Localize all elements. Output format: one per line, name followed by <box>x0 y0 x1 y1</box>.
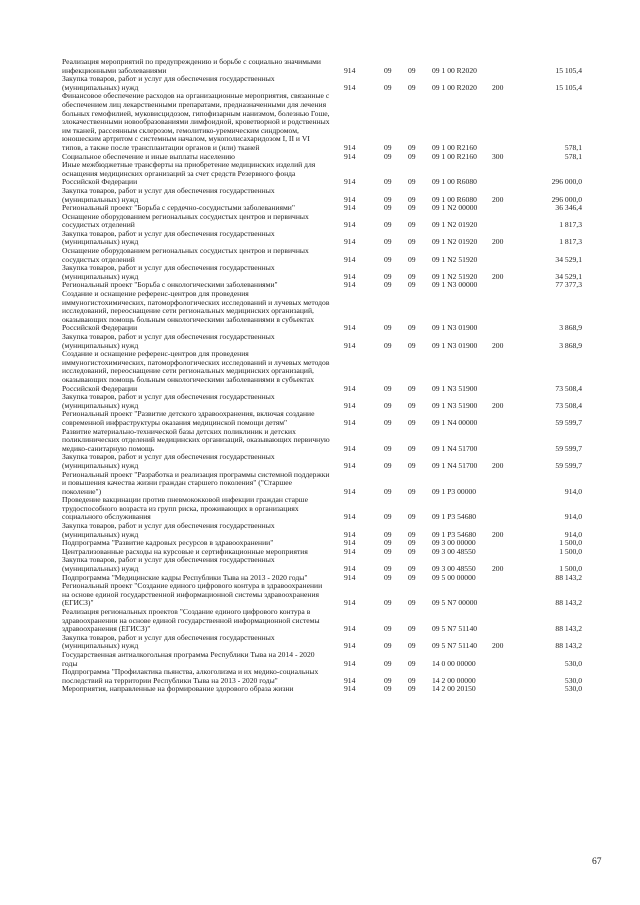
row-name: Региональный проект "Разработка и реализация программы системной поддержки и повышения качества жизни граждан старшего поколения" ("Старшее поколение") <box>62 469 330 496</box>
target-article-code: 09 1 N4 51700 <box>432 443 478 453</box>
target-article-code: 09 1 N3 51900 <box>432 383 478 393</box>
grbs-code: 914 <box>344 512 356 522</box>
grbs-code: 914 <box>344 400 356 410</box>
grbs-code: 914 <box>344 641 356 651</box>
table-row <box>62 350 582 393</box>
table-row <box>62 264 582 281</box>
grbs-code: 914 <box>344 546 356 556</box>
row-name: Финансовое обеспечение расходов на организационные мероприятия, связанные с обеспечением лиц лекарственными препаратами, предназначенными для лечения больных гемофилией, муковисцидозом, гипофизарным нанизмом, болезнью Гоше, злокачественными новообразованиями лимфоидной, кроветворной и родственных им тканей, рассеянным склерозом, гемолитико-уремическим синдромом, юношеским артритом с системным началом, мукополисахаридозом I, II и VI типов, а также после трансплантации органов и (или) тканей <box>62 91 330 152</box>
target-article-code: 09 3 00 00000 <box>432 538 476 548</box>
section-code: 09 <box>384 658 392 668</box>
table-row <box>62 608 582 634</box>
grbs-code: 914 <box>344 65 356 75</box>
target-article-code: 09 1 00 R6080 <box>432 194 477 204</box>
table-row <box>62 393 582 410</box>
section-code: 09 <box>384 443 392 453</box>
subsection-code: 09 <box>408 271 416 281</box>
section-code: 09 <box>384 237 392 247</box>
target-article-code: 09 1 00 R6080 <box>432 177 477 187</box>
target-article-code: 09 3 00 48550 <box>432 546 476 556</box>
row-name: Закупка товаров, работ и услуг для обеспечения государственных (муниципальных) нужд <box>62 452 275 470</box>
table-row <box>62 522 582 539</box>
section-code: 09 <box>384 546 392 556</box>
subsection-code: 09 <box>408 177 416 187</box>
row-name: Мероприятия, направленные на формирование здорового образа жизни <box>62 684 294 694</box>
amount: 59 599,7 <box>555 417 582 427</box>
section-code: 09 <box>384 486 392 496</box>
amount: 15 105,4 <box>555 82 582 92</box>
target-article-code: 09 5 00 00000 <box>432 572 476 582</box>
section-code: 09 <box>384 82 392 92</box>
target-article-code: 09 1 N3 00000 <box>432 280 478 290</box>
row-name: Проведение вакцинации против пневмококковой инфекции граждан старше трудоспособного возраста из групп риска, проживающих в организациях социального обслуживания <box>62 495 308 522</box>
grbs-code: 914 <box>344 675 356 685</box>
subsection-code: 09 <box>408 564 416 574</box>
subsection-code: 09 <box>408 658 416 668</box>
row-name: Оснащение оборудованием региональных сосудистых центров и первичных сосудистых отделений <box>62 211 309 230</box>
amount: 34 529,1 <box>555 271 582 281</box>
amount: 88 143,2 <box>555 641 582 651</box>
section-code: 09 <box>384 529 392 539</box>
section-code: 09 <box>384 151 392 161</box>
section-code: 09 <box>384 675 392 685</box>
section-code: 09 <box>384 340 392 350</box>
row-name: Закупка товаров, работ и услуг для обеспечения государственных (муниципальных) нужд <box>62 332 275 350</box>
section-code: 09 <box>384 383 392 393</box>
expense-type-code: 200 <box>492 460 504 470</box>
grbs-code: 914 <box>344 194 356 204</box>
amount: 1 817,3 <box>559 237 582 247</box>
target-article-code: 09 1 N4 51700 <box>432 460 478 470</box>
section-code: 09 <box>384 65 392 75</box>
section-code: 09 <box>384 684 392 694</box>
expense-type-code: 200 <box>492 529 504 539</box>
expense-type-code: 200 <box>492 82 504 92</box>
subsection-code: 09 <box>408 572 416 582</box>
table-row <box>62 230 582 247</box>
table-row <box>62 453 582 470</box>
expense-type-code: 200 <box>492 194 504 204</box>
section-code: 09 <box>384 177 392 187</box>
table-row <box>62 471 582 497</box>
row-name: Создание и оснащение референс-центров для проведения иммуногистохимических, патоморфологических исследований и лучевых методов исследований, переоснащение сети региональных медицинских организаций, оказывающих помощь больным онкологическими заболеваниями в субъектах Российской Федерации <box>62 289 330 333</box>
row-name: Развитие материально-технической базы детских поликлиник и детских поликлинических отделений медицинских организаций, оказывающих первичную медико-санитарную помощь <box>62 426 330 453</box>
row-name: Социальное обеспечение и иные выплаты населению <box>62 151 235 161</box>
amount: 296 000,0 <box>551 177 582 187</box>
row-name: Закупка товаров, работ и услуг для обеспечения государственных (муниципальных) нужд <box>62 392 275 410</box>
amount: 578,1 <box>564 151 582 161</box>
amount: 77 377,3 <box>555 280 582 290</box>
section-code: 09 <box>384 254 392 264</box>
subsection-code: 09 <box>408 529 416 539</box>
target-article-code: 09 3 00 48550 <box>432 564 476 574</box>
amount: 88 143,2 <box>555 572 582 582</box>
expense-type-code: 200 <box>492 340 504 350</box>
section-code: 09 <box>384 280 392 290</box>
amount: 59 599,7 <box>555 443 582 453</box>
section-code: 09 <box>384 564 392 574</box>
subsection-code: 09 <box>408 675 416 685</box>
amount: 296 000,0 <box>551 194 582 204</box>
row-name: Закупка товаров, работ и услуг для обеспечения государственных (муниципальных) нужд <box>62 74 275 92</box>
amount: 1 500,0 <box>559 538 582 548</box>
target-article-code: 09 1 00 R2160 <box>432 151 477 161</box>
target-article-code: 09 1 P3 00000 <box>432 486 477 496</box>
row-name: Региональный проект "Борьба с сердечно-сосудистыми заболеваниями" <box>62 203 295 213</box>
section-code: 09 <box>384 220 392 230</box>
section-code: 09 <box>384 460 392 470</box>
expense-type-code: 200 <box>492 237 504 247</box>
section-code: 09 <box>384 538 392 548</box>
section-code: 09 <box>384 203 392 213</box>
target-article-code: 09 1 00 R2020 <box>432 65 477 75</box>
target-article-code: 09 1 00 R2020 <box>432 82 477 92</box>
table-row <box>62 428 582 454</box>
amount: 15 105,4 <box>555 65 582 75</box>
table-row <box>62 556 582 573</box>
amount: 578,1 <box>564 142 582 152</box>
subsection-code: 09 <box>408 460 416 470</box>
row-name: Создание и оснащение референс-центров для проведения иммуногистохимических, патоморфологических исследований и лучевых методов исследований, переоснащение сети региональных медицинских организаций, оказывающих помощь больным онкологическими заболеваниями в субъектах Российской Федерации <box>62 349 330 393</box>
grbs-code: 914 <box>344 280 356 290</box>
section-code: 09 <box>384 624 392 634</box>
row-name: Закупка товаров, работ и услуг для обеспечения государственных (муниципальных) нужд <box>62 228 275 247</box>
section-code: 09 <box>384 641 392 651</box>
target-article-code: 09 1 N2 01920 <box>432 237 478 247</box>
grbs-code: 914 <box>344 417 356 427</box>
target-article-code: 09 5 N7 51140 <box>432 624 478 634</box>
subsection-code: 09 <box>408 486 416 496</box>
grbs-code: 914 <box>344 271 356 281</box>
grbs-code: 914 <box>344 82 356 92</box>
subsection-code: 09 <box>408 340 416 350</box>
grbs-code: 914 <box>344 598 356 608</box>
target-article-code: 09 1 N2 01920 <box>432 220 478 230</box>
subsection-code: 09 <box>408 598 416 608</box>
table-row <box>62 58 582 75</box>
amount: 530,0 <box>564 684 582 694</box>
table-row <box>62 496 582 522</box>
target-article-code: 14 2 00 20150 <box>432 684 476 694</box>
amount: 1 500,0 <box>559 546 582 556</box>
table-row <box>62 410 582 427</box>
grbs-code: 914 <box>344 254 356 264</box>
table-row <box>62 685 582 694</box>
grbs-code: 914 <box>344 151 356 161</box>
target-article-code: 09 1 N2 00000 <box>432 203 478 213</box>
row-name: Региональный проект "Борьба с онкологическими заболеваниями" <box>62 280 278 290</box>
grbs-code: 914 <box>344 340 356 350</box>
amount: 59 599,7 <box>555 460 582 470</box>
amount: 73 508,4 <box>555 400 582 410</box>
target-article-code: 14 0 00 00000 <box>432 658 476 668</box>
section-code: 09 <box>384 194 392 204</box>
subsection-code: 09 <box>408 65 416 75</box>
target-article-code: 09 1 N2 51920 <box>432 254 478 264</box>
amount: 3 868,9 <box>559 323 582 333</box>
table-row <box>62 161 582 187</box>
amount: 914,0 <box>564 529 582 539</box>
row-name: Подпрограмма "Профилактика пьянства, алкоголизма и их медико-социальных последствий на территории Республики Тыва на 2013 - 2020 годы" <box>62 667 319 685</box>
expense-type-code: 200 <box>492 564 504 574</box>
row-name: Закупка товаров, работ и услуг для обеспечения государственных (муниципальных) нужд <box>62 555 275 574</box>
grbs-code: 914 <box>344 460 356 470</box>
amount: 36 346,4 <box>555 203 582 213</box>
subsection-code: 09 <box>408 512 416 522</box>
table-row <box>62 187 582 204</box>
subsection-code: 09 <box>408 142 416 152</box>
amount: 1 817,3 <box>559 220 582 230</box>
target-article-code: 09 1 N3 51900 <box>432 400 478 410</box>
amount: 3 868,9 <box>559 340 582 350</box>
target-article-code: 09 5 N7 51140 <box>432 641 478 651</box>
subsection-code: 09 <box>408 546 416 556</box>
row-name: Реализация региональных проектов "Создание единого цифрового контура в здравоохранении на основе единой государственной информационной системы здравоохранения (ЕГИСЗ)" <box>62 607 320 634</box>
target-article-code: 09 1 N3 01900 <box>432 323 478 333</box>
amount: 530,0 <box>564 675 582 685</box>
grbs-code: 914 <box>344 237 356 247</box>
subsection-code: 09 <box>408 400 416 410</box>
expense-type-code: 300 <box>492 151 504 161</box>
row-name: Государственная антиалкогольная программа Республики Тыва на 2014 - 2020 годы <box>62 649 315 668</box>
subsection-code: 09 <box>408 203 416 213</box>
section-code: 09 <box>384 417 392 427</box>
section-code: 09 <box>384 142 392 152</box>
target-article-code: 09 1 N3 01900 <box>432 340 478 350</box>
target-article-code: 14 2 00 00000 <box>432 675 476 685</box>
subsection-code: 09 <box>408 280 416 290</box>
table-row <box>62 290 582 333</box>
expense-type-code: 200 <box>492 271 504 281</box>
subsection-code: 09 <box>408 641 416 651</box>
table-row <box>62 634 582 651</box>
table-row <box>62 213 582 230</box>
subsection-code: 09 <box>408 624 416 634</box>
subsection-code: 09 <box>408 151 416 161</box>
grbs-code: 914 <box>344 142 356 152</box>
grbs-code: 914 <box>344 572 356 582</box>
table-row <box>62 247 582 264</box>
subsection-code: 09 <box>408 323 416 333</box>
row-name: Региональный проект "Развитие детского здравоохранения, включая создание современной инфраструктуры оказания медицинской помощи детям" <box>62 409 315 427</box>
amount: 88 143,2 <box>555 598 582 608</box>
target-article-code: 09 1 N4 00000 <box>432 417 478 427</box>
section-code: 09 <box>384 572 392 582</box>
row-name: Иные межбюджетные трансферты на приобретение медицинских изделий для оснащения медицинских организаций за счет средств Резервного фонда Российской Федерации <box>62 160 316 187</box>
table-row <box>62 582 582 608</box>
target-article-code: 09 1 N2 51920 <box>432 271 478 281</box>
grbs-code: 914 <box>344 203 356 213</box>
grbs-code: 914 <box>344 684 356 694</box>
grbs-code: 914 <box>344 486 356 496</box>
subsection-code: 09 <box>408 220 416 230</box>
expense-type-code: 200 <box>492 641 504 651</box>
table-row <box>62 668 582 685</box>
expense-type-code: 200 <box>492 400 504 410</box>
target-article-code: 09 1 00 R2160 <box>432 142 477 152</box>
table-row <box>62 333 582 350</box>
grbs-code: 914 <box>344 538 356 548</box>
row-name: Подпрограмма "Развитие кадровых ресурсов в здравоохранении" <box>62 538 274 548</box>
subsection-code: 09 <box>408 417 416 427</box>
row-name: Централизованные расходы на курсовые и сертификационные мероприятия <box>62 546 308 556</box>
amount: 88 143,2 <box>555 624 582 634</box>
budget-table <box>62 58 582 694</box>
section-code: 09 <box>384 400 392 410</box>
subsection-code: 09 <box>408 82 416 92</box>
subsection-code: 09 <box>408 443 416 453</box>
grbs-code: 914 <box>344 177 356 187</box>
row-name: Подпрограмма "Медицинские кадры Республики Тыва на 2013 - 2020 годы" <box>62 572 308 582</box>
row-name: Региональный проект "Создание единого цифрового контура в здравоохранении на основе единой государственной информационной системы здравоохранения (ЕГИСЗ)" <box>62 581 323 608</box>
amount: 914,0 <box>564 486 582 496</box>
section-code: 09 <box>384 323 392 333</box>
row-name: Закупка товаров, работ и услуг для обеспечения государственных (муниципальных) нужд <box>62 521 275 539</box>
row-name: Реализация мероприятий по предупреждению и борьбе с социально значимыми инфекционными заболеваниями <box>62 57 321 75</box>
row-name: Закупка товаров, работ и услуг для обеспечения государственных (муниципальных) нужд <box>62 263 275 281</box>
section-code: 09 <box>384 271 392 281</box>
target-article-code: 09 1 P3 54680 <box>432 512 477 522</box>
grbs-code: 914 <box>344 564 356 574</box>
grbs-code: 914 <box>344 220 356 230</box>
grbs-code: 914 <box>344 624 356 634</box>
grbs-code: 914 <box>344 658 356 668</box>
section-code: 09 <box>384 598 392 608</box>
page-number: 67 <box>592 857 602 867</box>
grbs-code: 914 <box>344 383 356 393</box>
amount: 530,0 <box>564 658 582 668</box>
subsection-code: 09 <box>408 538 416 548</box>
amount: 73 508,4 <box>555 383 582 393</box>
subsection-code: 09 <box>408 684 416 694</box>
table-row <box>62 92 582 152</box>
grbs-code: 914 <box>344 529 356 539</box>
subsection-code: 09 <box>408 254 416 264</box>
grbs-code: 914 <box>344 443 356 453</box>
row-name: Закупка товаров, работ и услуг для обеспечения государственных (муниципальных) нужд <box>62 185 275 204</box>
target-article-code: 09 5 N7 00000 <box>432 598 478 608</box>
amount: 34 529,1 <box>555 254 582 264</box>
subsection-code: 09 <box>408 194 416 204</box>
table-row <box>62 75 582 92</box>
target-article-code: 09 1 P3 54680 <box>432 529 477 539</box>
subsection-code: 09 <box>408 237 416 247</box>
row-name: Закупка товаров, работ и услуг для обеспечения государственных (муниципальных) нужд <box>62 632 275 651</box>
amount: 914,0 <box>564 512 582 522</box>
section-code: 09 <box>384 512 392 522</box>
grbs-code: 914 <box>344 323 356 333</box>
amount: 1 500,0 <box>559 564 582 574</box>
row-name: Оснащение оборудованием региональных сосудистых центров и первичных сосудистых отделений <box>62 246 309 264</box>
subsection-code: 09 <box>408 383 416 393</box>
table-row <box>62 651 582 668</box>
